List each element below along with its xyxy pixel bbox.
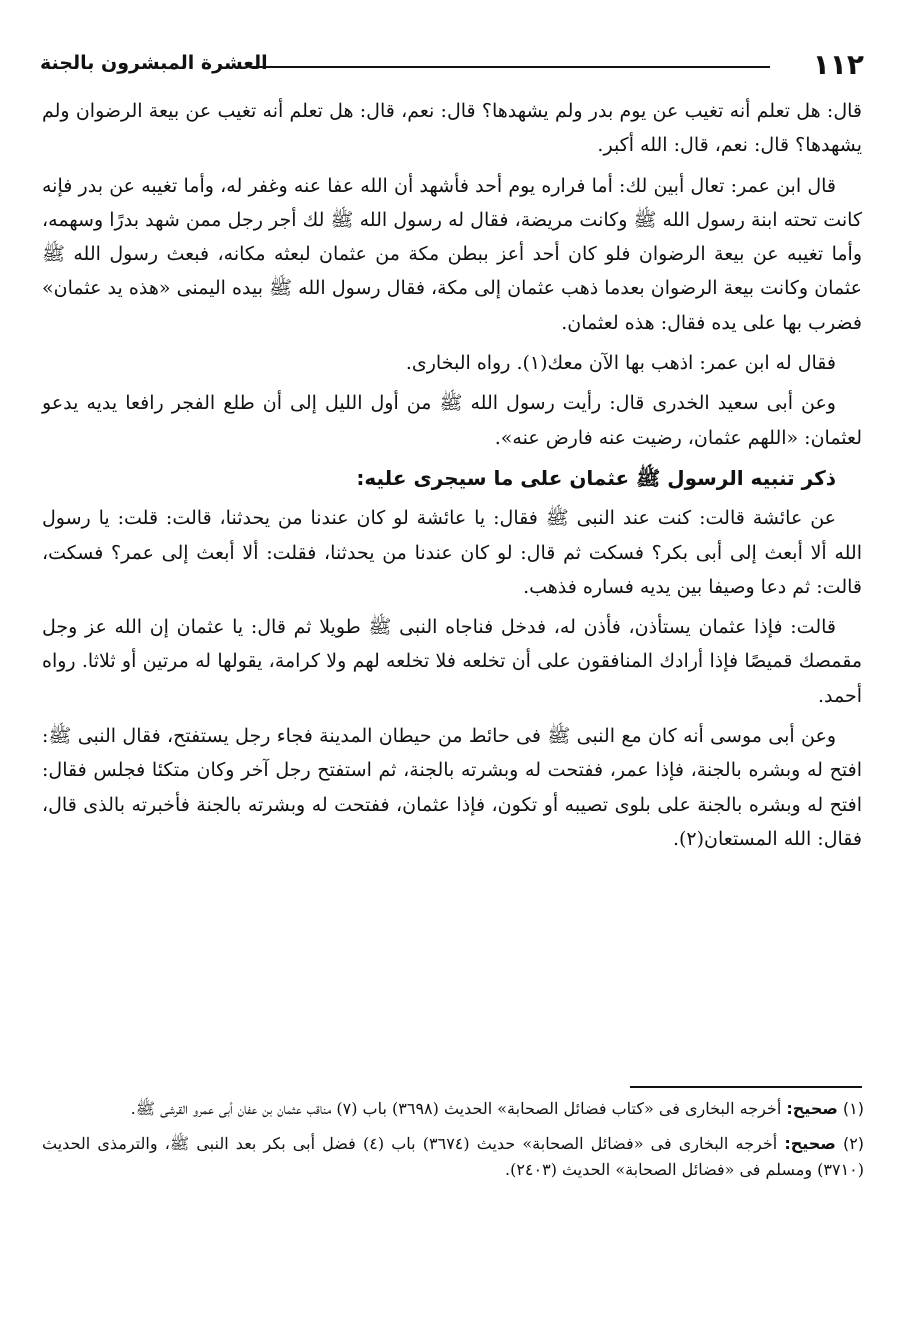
paragraph: وعن أبى موسى أنه كان مع النبى ﷺ فى حائط من حيطان المدينة فجاء رجل يستفتح، فقال النبى ﷺ: افتح له وبشره بالجنة، فإذا عمر، ففتحت له وبشرته بالجنة، ثم استفتح رجل آخر وكان متكئا فجلس فقال: افتح له وبشره بالجنة على بلوى تصيبه أو تكون، فإذا عثمان، ففتحت له وبشرته بالجنة فأخبرته بالذى قال، فقال: الله المستعان(٢).: [42, 725, 862, 850]
footnote: [42, 1131, 864, 1184]
footnote-number: (١): [842, 1099, 864, 1118]
main-text: [42, 94, 862, 862]
page-number: ١١٢: [812, 48, 864, 81]
paragraph: وعن أبى سعيد الخدرى قال: رأيت رسول الله ﷺ من أول الليل إلى أن طلع الفجر رافعا يديه يدعو لعثمان: «اللهم عثمان، رضيت عنه فارض عنه».: [42, 392, 862, 449]
footnotes: [42, 1096, 864, 1192]
footnote-number: (٢): [842, 1133, 865, 1153]
footnote-grade: صحيح:: [784, 1133, 836, 1153]
paragraph: عن عائشة قالت: كنت عند النبى ﷺ فقال: يا عائشة لو كان عندنا من يحدثنا، قالت: قلت: يا رسول الله ألا أبعث إلى أبى بكر؟ فسكت ثم قال: لو كان عندنا من يحدثنا، فقلت: ألا أبعث إلى عمر؟ فسكت، قالت: ثم دعا وصيفا بين يديه فساره فذهب.: [42, 507, 862, 598]
footnote-grade: صحيح:: [786, 1099, 838, 1118]
paragraph: قالت: فإذا عثمان يستأذن، فأذن له، فدخل فناجاه النبى ﷺ طويلا ثم قال: يا عثمان إن الله عز وجل مقمصك قميصًا فإذا أرادك المنافقون على أن تخلعه فلا تخلعه لهم ولا كرامة، يقولها له مرتين أو ثلاثا. رواه أحمد.: [42, 616, 862, 707]
paragraph: قال: هل تعلم أنه تغيب عن يوم بدر ولم يشهدها؟ قال: نعم، قال: هل تعلم أنه تغيب عن بيعة الرضوان ولم يشهدها؟ قال: نعم، قال: الله أكبر.: [42, 100, 862, 157]
footnote-text: أخرجه البخارى فى «كتاب فضائل الصحابة» الحديث (٣٦٩٨) باب (٧) مناقب عثمان بن عفان أبى عمرو القرشى ﷺ.: [130, 1099, 782, 1118]
section-heading: ذكر تنبيه الرسول ﷺ عثمان على ما سيجرى عليه:: [356, 465, 836, 490]
paragraph: فقال له ابن عمر: اذهب بها الآن معك(١). رواه البخارى.: [405, 352, 836, 375]
header-rule: [250, 66, 770, 68]
footnote-text: أخرجه البخارى فى «فضائل الصحابة» حديث (٣٦٧٤) باب (٤) فضل أبى بكر بعد النبى ﷺ، والترمذى الحديث (٣٧١٠) ومسلم فى «فضائل الصحابة» الحديث (٢٤٠٣).: [42, 1133, 864, 1179]
page-header: [40, 48, 864, 88]
footnote: [42, 1096, 864, 1123]
footnote-rule: [630, 1086, 862, 1088]
paragraph: قال ابن عمر: تعال أبين لك: أما فراره يوم أحد فأشهد أن الله عفا عنه وغفر له، وأما تغيبه عن بدر فإنه كانت تحته ابنة رسول الله ﷺ وكانت مريضة، فقال له رسول الله ﷺ لك أجر رجل ممن شهد بدرًا وسهمه، وأما تغيبه عن بيعة الرضوان فلو كان أحد أعز ببطن مكة من عثمان لبعثه مكانه، فبعث رسول الله ﷺ عثمان وكانت بيعة الرضوان بعدما ذهب عثمان إلى مكة، فقال رسول الله ﷺ بيده اليمنى «هذه يد عثمان» فضرب بها على يده فقال: هذه لعثمان.: [42, 174, 862, 334]
running-title: العشرة المبشرون بالجنة: [40, 52, 268, 74]
